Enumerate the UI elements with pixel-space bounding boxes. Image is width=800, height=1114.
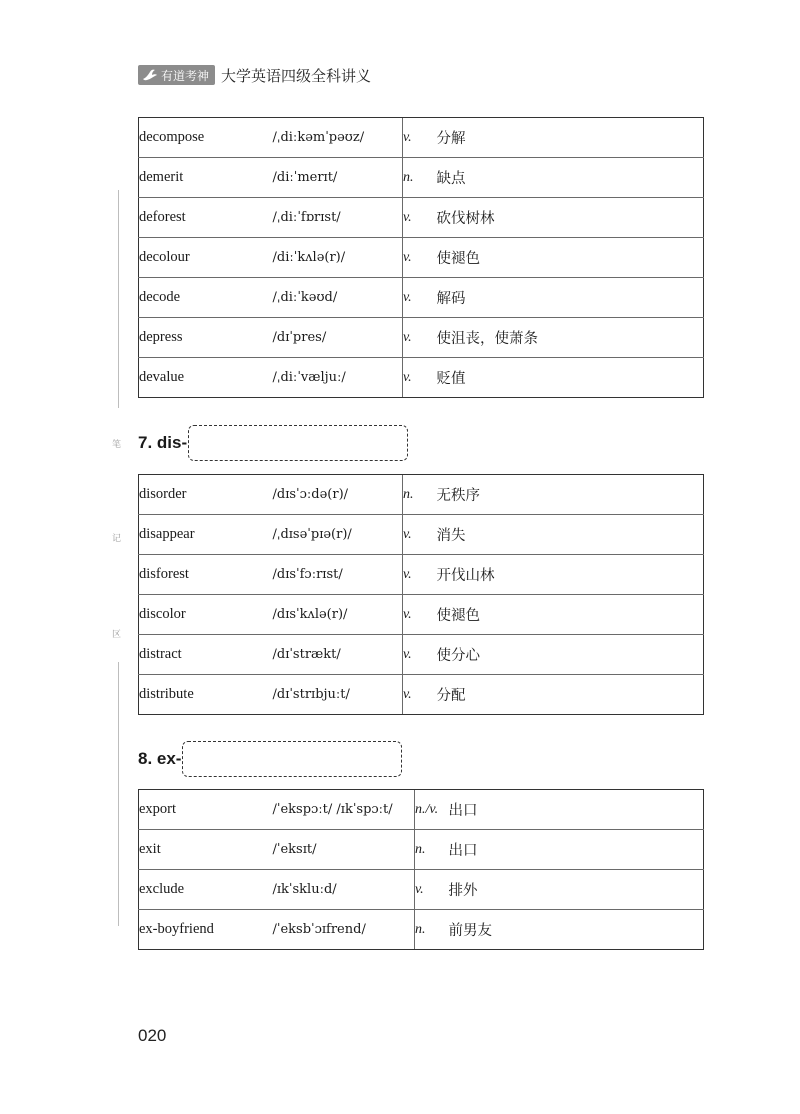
vocab-word: disforest [139,555,273,595]
vocab-word: decompose [139,118,273,158]
vocab-word: deforest [139,198,273,238]
book-title: 大学英语四级全科讲义 [221,66,372,85]
table-row [139,118,704,158]
vocab-meaning: 贬值 [437,358,704,398]
vocab-word: exit [139,830,273,870]
vocab-part-of-speech: v. [403,198,437,238]
vocab-table-de [138,117,704,398]
vocab-part-of-speech: v. [403,635,437,675]
vocab-part-of-speech: v. [403,358,437,398]
vocab-part-of-speech: n. [403,158,437,198]
table-row [139,830,704,870]
vocab-meaning: 前男友 [449,910,704,950]
table-row [139,870,704,910]
page-header [138,64,371,86]
page-number: 020 [138,1026,167,1045]
vocab-meaning: 砍伐树林 [437,198,704,238]
margin-line-top [118,190,119,408]
table-row [139,595,704,635]
vocab-phonetic: /dɪsˈɔːdə(r)/ [273,475,403,515]
vocab-meaning: 出口 [449,790,704,830]
bird-logo-icon [142,68,158,82]
vocab-phonetic: /dɪsˈfɔːrɪst/ [273,555,403,595]
vocab-part-of-speech: v. [403,515,437,555]
vocab-meaning: 消失 [437,515,704,555]
vocab-phonetic: /dɪˈstrɪbjuːt/ [273,675,403,715]
vocab-meaning: 排外 [449,870,704,910]
vocab-phonetic: /ɪkˈskluːd/ [273,870,415,910]
vocab-word: decolour [139,238,273,278]
vocab-meaning: 使沮丧，使萧条 [437,318,704,358]
vocab-part-of-speech: v. [403,278,437,318]
vocab-part-of-speech: v. [403,118,437,158]
vocab-word: depress [139,318,273,358]
table-row [139,910,704,950]
vocab-part-of-speech: v. [403,675,437,715]
margin-note-char: 区 [112,630,122,640]
vocab-meaning: 无秩序 [437,475,704,515]
brand-name: 有道考神 [161,68,210,83]
table-row [139,158,704,198]
vocab-meaning: 解码 [437,278,704,318]
vocab-part-of-speech: n./v. [415,790,449,830]
vocab-word: demerit [139,158,273,198]
vocab-meaning: 缺点 [437,158,704,198]
vocab-phonetic: /dɪsˈkʌlə(r)/ [273,595,403,635]
vocab-phonetic: /ˈeksbˈɔɪfrend/ [273,910,415,950]
table-row [139,475,704,515]
table-row [139,515,704,555]
table-row [139,318,704,358]
vocab-word: distribute [139,675,273,715]
vocab-meaning: 出口 [449,830,704,870]
vocab-table-ex [138,789,704,950]
vocab-phonetic: /ˈekspɔːt/ /ɪkˈspɔːt/ [273,790,415,830]
vocab-phonetic: /ˌdiːˈvæljuː/ [273,358,403,398]
vocab-part-of-speech: v. [403,318,437,358]
vocab-phonetic: /diːˈkʌlə(r)/ [273,238,403,278]
brand-logo [138,65,215,85]
vocab-meaning: 使分心 [437,635,704,675]
vocab-phonetic: /ˌdiːˈfɒrɪst/ [273,198,403,238]
vocab-part-of-speech: v. [415,870,449,910]
vocab-phonetic: /diːˈmerɪt/ [273,158,403,198]
vocab-meaning: 分解 [437,118,704,158]
vocab-phonetic: /dɪˈstrækt/ [273,635,403,675]
margin-note-char: 记 [112,534,122,544]
table-row [139,790,704,830]
vocab-phonetic: /ˌdiːˈkəʊd/ [273,278,403,318]
vocab-word: disappear [139,515,273,555]
vocab-part-of-speech: n. [415,910,449,950]
vocab-part-of-speech: n. [415,830,449,870]
vocab-part-of-speech: n. [403,475,437,515]
vocab-meaning: 分配 [437,675,704,715]
vocab-phonetic: /ˌdɪsəˈpɪə(r)/ [273,515,403,555]
table-row [139,555,704,595]
table-row [139,358,704,398]
vocab-word: disorder [139,475,273,515]
vocab-part-of-speech: v. [403,555,437,595]
vocab-word: exclude [139,870,273,910]
section-heading-ex [138,741,402,777]
section-title: 8. ex- [138,749,182,768]
vocab-word: export [139,790,273,830]
vocab-word: discolor [139,595,273,635]
vocab-word: ex-boyfriend [139,910,273,950]
table-row [139,238,704,278]
vocab-phonetic: /ˈeksɪt/ [273,830,415,870]
vocab-phonetic: /dɪˈpres/ [273,318,403,358]
vocab-table-dis [138,474,704,715]
vocab-part-of-speech: v. [403,595,437,635]
fill-in-blank-box[interactable] [188,425,408,461]
vocab-word: decode [139,278,273,318]
margin-note-char: 笔 [112,440,122,450]
vocab-part-of-speech: v. [403,238,437,278]
table-row [139,675,704,715]
vocab-meaning: 开伐山林 [437,555,704,595]
margin-line-bottom [118,662,119,926]
fill-in-blank-box[interactable] [182,741,402,777]
table-row [139,278,704,318]
section-heading-dis [138,425,408,461]
vocab-word: distract [139,635,273,675]
vocab-meaning: 使褪色 [437,238,704,278]
vocab-word: devalue [139,358,273,398]
table-row [139,198,704,238]
table-row [139,635,704,675]
section-title: 7. dis- [138,433,188,452]
vocab-meaning: 使褪色 [437,595,704,635]
vocab-phonetic: /ˌdiːkəmˈpəʊz/ [273,118,403,158]
